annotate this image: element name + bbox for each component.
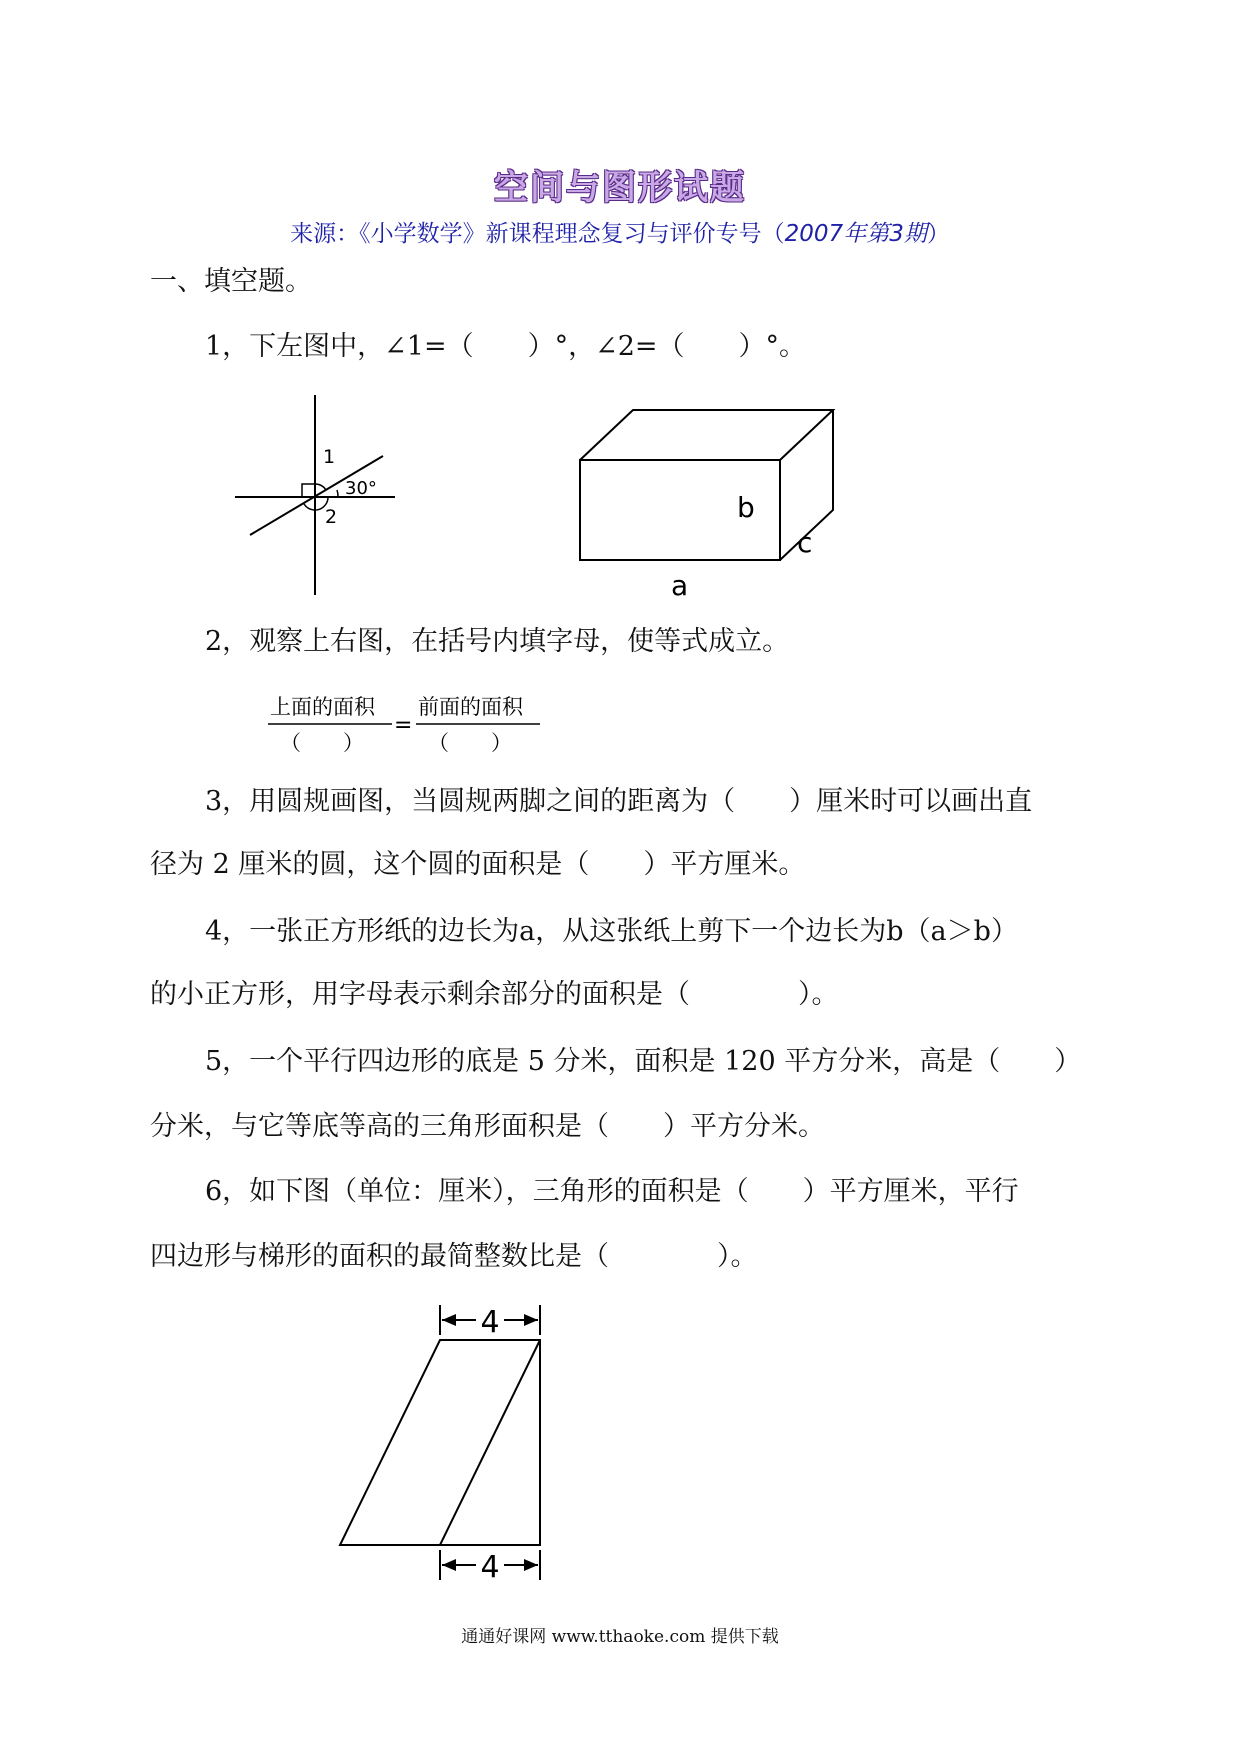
angle-figure — [225, 390, 405, 605]
formula-equals: = — [394, 713, 413, 738]
question-6-line-2: 四边形与梯形的面积的最简整数比是（ ）。 — [150, 1241, 758, 1272]
label-a: a — [671, 569, 689, 602]
question-3-line-1: 3，用圆规画图，当圆规两脚之间的距离为（ ）厘米时可以画出直 — [205, 786, 1033, 817]
trapezoid-diagonal — [440, 1340, 540, 1545]
formula-left-numerator: 上面的面积 — [270, 695, 375, 719]
bottom-dim-arrow-left — [442, 1559, 456, 1571]
page-title: 空间与图形试题 — [494, 168, 746, 208]
angle-30-label: 30° — [345, 478, 377, 499]
bottom-dim-arrow-right — [524, 1559, 538, 1571]
source-issue: 2007年第3期 — [784, 221, 927, 247]
angle-1-arc — [315, 484, 326, 490]
question-6-line-1: 6，如下图（单位：厘米），三角形的面积是（ ）平方厘米，平行 — [205, 1176, 1019, 1207]
formula-left-denominator: （ ） — [280, 731, 364, 755]
source-suffix: ） — [926, 221, 950, 247]
top-dim-arrow-right — [524, 1314, 538, 1326]
label-b: b — [737, 491, 755, 524]
section-heading: 一、填空题。 — [150, 266, 312, 297]
area-ratio-formula — [260, 690, 560, 760]
question-1: 1，下左图中，∠1=（ ）°，∠2=（ ）°。 — [205, 331, 807, 362]
formula-right-numerator: 前面的面积 — [418, 695, 523, 719]
trapezoid-outline — [340, 1340, 540, 1545]
label-c: c — [797, 526, 813, 559]
cuboid-top — [580, 410, 833, 460]
question-4-line-2: 的小正方形，用字母表示剩余部分的面积是（ ）。 — [150, 979, 839, 1010]
top-dim-arrow-left — [442, 1314, 456, 1326]
question-4-line-1: 4，一张正方形纸的边长为a，从这张纸上剪下一个边长为b（a＞b） — [205, 916, 1018, 947]
question-5-line-2: 分米，与它等底等高的三角形面积是（ ）平方分米。 — [150, 1111, 825, 1142]
question-5-line-1: 5，一个平行四边形的底是 5 分米，面积是 120 平方分米，高是（ ） — [205, 1046, 1082, 1077]
angle-2-label: 2 — [325, 506, 338, 528]
right-angle-mark — [302, 484, 315, 497]
cuboid-figure — [565, 395, 860, 605]
question-3-line-2: 径为 2 厘米的圆，这个圆的面积是（ ）平方厘米。 — [150, 849, 806, 880]
formula-right-denominator: （ ） — [428, 731, 512, 755]
bottom-dimension-label: 4 — [480, 1550, 500, 1585]
question-2: 2，观察上右图，在括号内填字母，使等式成立。 — [205, 626, 790, 657]
trapezoid-figure — [330, 1300, 570, 1585]
source-line — [0, 215, 1240, 248]
angle-30-arc — [337, 490, 338, 497]
angle-1-label: 1 — [323, 446, 336, 468]
top-dimension-label: 4 — [480, 1305, 500, 1340]
footer: 通通好课网 www.tthaoke.com 提供下载 — [461, 1627, 779, 1647]
source-prefix: 来源：《小学数学》新课程理念复习与评价专号（ — [290, 221, 785, 247]
